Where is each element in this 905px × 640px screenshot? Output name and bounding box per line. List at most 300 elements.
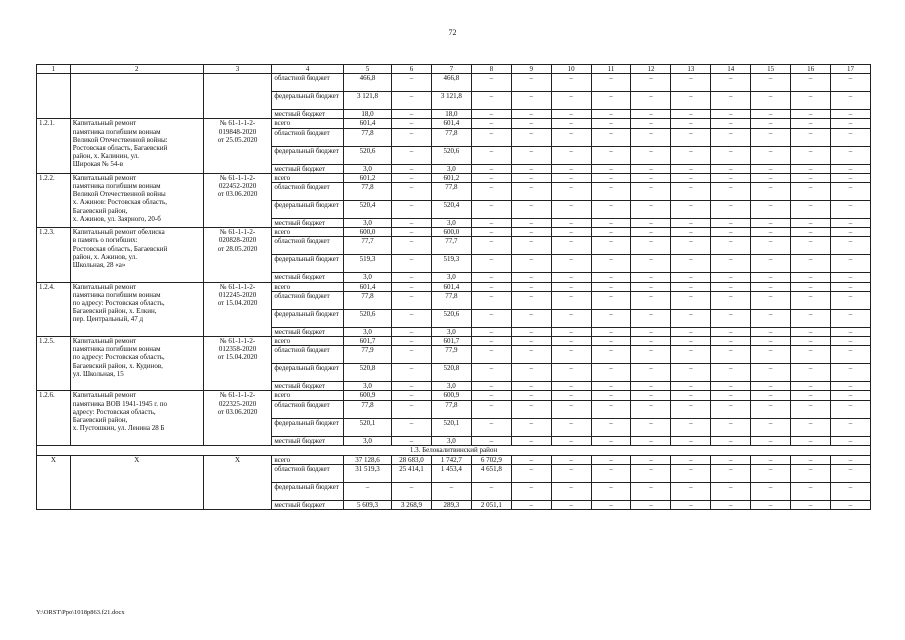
amount-cell: – — [471, 173, 511, 182]
column-number: 3 — [203, 65, 272, 74]
amount-cell: – — [511, 119, 551, 128]
amount-cell: – — [831, 400, 871, 418]
column-number: 12 — [631, 65, 671, 74]
amount-cell: – — [671, 183, 711, 201]
amount-cell: – — [791, 128, 831, 146]
amount-cell: – — [591, 255, 631, 273]
amount-cell: – — [791, 92, 831, 110]
item-description: Капитальный ремонт памятника ВОВ 1941-1945 г. по адресу: Ростовская область, Багаевский район, х. Пустошкин, ул. Ленина 28 Б — [70, 391, 203, 445]
column-number: 1 — [37, 65, 71, 74]
column-number: 4 — [272, 65, 344, 74]
amount-cell: – — [791, 455, 831, 464]
amount-cell: – — [511, 219, 551, 228]
amount-cell: – — [791, 119, 831, 128]
amount-cell: – — [791, 183, 831, 201]
amount-cell: – — [711, 255, 751, 273]
amount-cell: – — [711, 173, 751, 182]
amount-cell: – — [711, 291, 751, 309]
amount-cell: – — [671, 74, 711, 92]
amount-cell: – — [671, 128, 711, 146]
amount-cell: 77,7 — [431, 237, 471, 255]
amount-cell: 601,4 — [431, 282, 471, 291]
amount-cell: 520,8 — [343, 364, 391, 382]
amount-cell: – — [671, 219, 711, 228]
continued-description-cell — [70, 74, 203, 119]
amount-cell: – — [392, 110, 432, 119]
amount-cell: 520,6 — [343, 146, 391, 164]
amount-cell: – — [671, 391, 711, 400]
amount-cell: 77,8 — [343, 400, 391, 418]
item-number: 1.2.2. — [37, 173, 71, 227]
amount-cell: – — [392, 183, 432, 201]
amount-cell: – — [831, 183, 871, 201]
amount-cell: – — [711, 418, 751, 436]
amount-cell: – — [671, 228, 711, 237]
amount-cell: – — [711, 436, 751, 445]
amount-cell: – — [631, 173, 671, 182]
amount-cell: – — [791, 74, 831, 92]
amount-cell: – — [711, 228, 751, 237]
amount-cell: – — [471, 346, 511, 364]
amount-cell: – — [631, 483, 671, 501]
amount-cell: – — [751, 110, 791, 119]
amount-cell: – — [591, 382, 631, 391]
amount-cell: 601,2 — [431, 173, 471, 182]
amount-cell: – — [671, 327, 711, 336]
amount-cell: – — [791, 146, 831, 164]
amount-cell: – — [711, 501, 751, 510]
column-number: 2 — [70, 65, 203, 74]
funding-source: всего — [272, 119, 344, 128]
amount-cell: 601,4 — [343, 119, 391, 128]
amount-cell: – — [631, 219, 671, 228]
amount-cell: – — [711, 183, 751, 201]
amount-cell: 3,0 — [343, 219, 391, 228]
amount-cell: – — [831, 346, 871, 364]
amount-cell: 600,0 — [343, 228, 391, 237]
amount-cell: – — [631, 391, 671, 400]
item-document-number: № 61-1-1-2- 012245-2020 от 15.04.2020 — [203, 282, 272, 336]
item-number: 1.2.6. — [37, 391, 71, 445]
amount-cell: – — [791, 483, 831, 501]
amount-cell: – — [551, 201, 591, 219]
item-document-number: № 61-1-1-2- 019848-2020 от 25.05.2020 — [203, 119, 272, 173]
amount-cell: – — [711, 128, 751, 146]
table-row — [37, 337, 871, 346]
amount-cell: – — [711, 382, 751, 391]
amount-cell: 6 702,9 — [471, 455, 511, 464]
amount-cell: – — [551, 273, 591, 282]
funding-source: областной бюджет — [272, 183, 344, 201]
amount-cell: 3,0 — [343, 436, 391, 445]
amount-cell: – — [791, 273, 831, 282]
amount-cell: – — [511, 255, 551, 273]
amount-cell: – — [631, 337, 671, 346]
amount-cell: – — [791, 282, 831, 291]
amount-cell: – — [591, 146, 631, 164]
amount-cell: – — [711, 146, 751, 164]
amount-cell: 77,7 — [343, 237, 391, 255]
amount-cell: – — [751, 228, 791, 237]
item-document-number: № 61-1-1-2- 022325-2020 от 03.06.2020 — [203, 391, 272, 445]
amount-cell: 3,0 — [431, 382, 471, 391]
amount-cell: – — [551, 346, 591, 364]
amount-cell: 77,9 — [431, 346, 471, 364]
amount-cell: – — [751, 74, 791, 92]
funding-source: федеральный бюджет — [272, 92, 344, 110]
amount-cell: – — [631, 282, 671, 291]
amount-cell: – — [471, 183, 511, 201]
amount-cell: 18,0 — [431, 110, 471, 119]
amount-cell: – — [751, 255, 791, 273]
amount-cell: – — [471, 255, 511, 273]
amount-cell: 3,0 — [431, 273, 471, 282]
amount-cell: – — [471, 282, 511, 291]
item-number: 1.2.3. — [37, 228, 71, 282]
column-number: 11 — [591, 65, 631, 74]
amount-cell: – — [392, 74, 432, 92]
amount-cell: – — [831, 364, 871, 382]
amount-cell: – — [392, 391, 432, 400]
amount-cell: – — [551, 382, 591, 391]
amount-cell: – — [471, 128, 511, 146]
amount-cell: – — [791, 364, 831, 382]
amount-cell: 601,4 — [431, 119, 471, 128]
amount-cell: – — [392, 346, 432, 364]
amount-cell: – — [551, 309, 591, 327]
amount-cell: – — [591, 291, 631, 309]
amount-cell: – — [551, 164, 591, 173]
amount-cell: – — [831, 337, 871, 346]
amount-cell: – — [631, 146, 671, 164]
amount-cell: – — [751, 400, 791, 418]
continued-number-cell — [37, 74, 71, 119]
amount-cell: 3,0 — [343, 164, 391, 173]
amount-cell: 3,0 — [431, 327, 471, 336]
amount-cell: – — [711, 327, 751, 336]
amount-cell: – — [471, 273, 511, 282]
amount-cell: 3,0 — [431, 164, 471, 173]
column-number: 10 — [551, 65, 591, 74]
amount-cell: – — [671, 501, 711, 510]
funding-source: областной бюджет — [272, 346, 344, 364]
amount-cell: – — [511, 436, 551, 445]
column-number: 13 — [671, 65, 711, 74]
amount-cell: – — [671, 418, 711, 436]
amount-cell: – — [791, 327, 831, 336]
amount-cell: – — [471, 391, 511, 400]
amount-cell: – — [831, 237, 871, 255]
amount-cell: 600,0 — [431, 228, 471, 237]
amount-cell: – — [831, 110, 871, 119]
amount-cell: – — [511, 346, 551, 364]
amount-cell: – — [711, 364, 751, 382]
amount-cell: – — [671, 164, 711, 173]
amount-cell: – — [631, 346, 671, 364]
amount-cell: – — [831, 173, 871, 182]
amount-cell: – — [392, 146, 432, 164]
amount-cell: 519,3 — [343, 255, 391, 273]
amount-cell: – — [671, 455, 711, 464]
amount-cell: – — [791, 237, 831, 255]
amount-cell: – — [671, 92, 711, 110]
amount-cell: – — [392, 119, 432, 128]
column-number-header — [37, 65, 871, 74]
amount-cell: – — [831, 465, 871, 483]
column-number: 6 — [392, 65, 432, 74]
amount-cell: – — [751, 391, 791, 400]
amount-cell: – — [751, 273, 791, 282]
funding-source: областной бюджет — [272, 400, 344, 418]
amount-cell: – — [711, 119, 751, 128]
amount-cell: – — [471, 400, 511, 418]
item-number: 1.2.1. — [37, 119, 71, 173]
amount-cell: – — [631, 364, 671, 382]
amount-cell: – — [711, 74, 751, 92]
amount-cell: – — [751, 291, 791, 309]
amount-cell: – — [831, 146, 871, 164]
amount-cell: – — [791, 501, 831, 510]
amount-cell: – — [471, 119, 511, 128]
amount-cell: – — [392, 273, 432, 282]
amount-cell: 3,0 — [343, 382, 391, 391]
amount-cell: – — [591, 309, 631, 327]
amount-cell: – — [392, 291, 432, 309]
amount-cell: 519,3 — [431, 255, 471, 273]
section-title: 1.3. Белокалитвинский район — [37, 445, 871, 455]
amount-cell: – — [791, 219, 831, 228]
amount-cell: – — [711, 273, 751, 282]
amount-cell: 1 742,7 — [431, 455, 471, 464]
amount-cell: – — [671, 201, 711, 219]
funding-source: местный бюджет — [272, 219, 344, 228]
amount-cell: – — [791, 309, 831, 327]
amount-cell: – — [471, 337, 511, 346]
funding-source: всего — [272, 228, 344, 237]
amount-cell: – — [671, 146, 711, 164]
amount-cell: – — [631, 418, 671, 436]
budget-table — [36, 64, 871, 510]
column-number: 7 — [431, 65, 471, 74]
amount-cell: – — [392, 201, 432, 219]
item-document-number: № 61-1-1-2- 012358-2020 от 15.04.2020 — [203, 337, 272, 391]
table-body — [37, 65, 871, 510]
amount-cell: – — [551, 282, 591, 291]
item-number: 1.2.5. — [37, 337, 71, 391]
amount-cell: – — [671, 282, 711, 291]
amount-cell: 3,0 — [431, 436, 471, 445]
amount-cell: – — [511, 309, 551, 327]
amount-cell: – — [671, 237, 711, 255]
amount-cell: – — [831, 309, 871, 327]
amount-cell: 2 051,1 — [471, 501, 511, 510]
amount-cell: – — [791, 110, 831, 119]
amount-cell: – — [551, 465, 591, 483]
amount-cell: – — [511, 327, 551, 336]
amount-cell: – — [831, 455, 871, 464]
amount-cell: – — [471, 110, 511, 119]
amount-cell: – — [671, 291, 711, 309]
amount-cell: – — [511, 92, 551, 110]
amount-cell: – — [831, 164, 871, 173]
table-row — [37, 228, 871, 237]
amount-cell: – — [551, 483, 591, 501]
amount-cell: – — [551, 436, 591, 445]
amount-cell: – — [631, 237, 671, 255]
amount-cell: – — [591, 400, 631, 418]
amount-cell: – — [631, 228, 671, 237]
amount-cell: – — [591, 228, 631, 237]
amount-cell: – — [791, 418, 831, 436]
amount-cell: – — [471, 237, 511, 255]
amount-cell: – — [751, 327, 791, 336]
amount-cell: – — [711, 465, 751, 483]
item-description: Капитальный ремонт обелиска в память о погибших: Ростовская область, Багаевский район, х. Ажинов, ул. Школьная, 28 «а» — [70, 228, 203, 282]
amount-cell: 600,9 — [343, 391, 391, 400]
amount-cell: 601,7 — [431, 337, 471, 346]
amount-cell: – — [551, 128, 591, 146]
item-number: 1.2.4. — [37, 282, 71, 336]
section-document-number: Х — [203, 455, 272, 509]
amount-cell: – — [831, 74, 871, 92]
funding-source: всего — [272, 337, 344, 346]
amount-cell: 77,8 — [431, 291, 471, 309]
amount-cell: – — [591, 74, 631, 92]
amount-cell: – — [471, 219, 511, 228]
amount-cell: – — [511, 237, 551, 255]
amount-cell: 77,8 — [343, 128, 391, 146]
amount-cell: – — [631, 327, 671, 336]
amount-cell: 520,4 — [343, 201, 391, 219]
amount-cell: – — [671, 337, 711, 346]
amount-cell: – — [831, 391, 871, 400]
amount-cell: – — [551, 501, 591, 510]
amount-cell: – — [631, 201, 671, 219]
amount-cell: – — [711, 201, 751, 219]
amount-cell: – — [471, 436, 511, 445]
funding-source: федеральный бюджет — [272, 201, 344, 219]
amount-cell: – — [711, 455, 751, 464]
amount-cell: – — [511, 183, 551, 201]
page-number: 72 — [448, 28, 457, 37]
amount-cell: – — [511, 382, 551, 391]
funding-source: областной бюджет — [272, 237, 344, 255]
funding-source: местный бюджет — [272, 164, 344, 173]
amount-cell: – — [791, 173, 831, 182]
amount-cell: – — [511, 201, 551, 219]
amount-cell: – — [711, 164, 751, 173]
section-header-row — [37, 445, 871, 455]
amount-cell: – — [791, 337, 831, 346]
amount-cell: – — [591, 364, 631, 382]
amount-cell: – — [551, 237, 591, 255]
amount-cell: – — [551, 110, 591, 119]
funding-source: всего — [272, 173, 344, 182]
funding-source: местный бюджет — [272, 110, 344, 119]
amount-cell: – — [831, 219, 871, 228]
amount-cell: – — [591, 183, 631, 201]
table-row — [37, 282, 871, 291]
amount-cell: – — [511, 364, 551, 382]
column-number: 9 — [511, 65, 551, 74]
amount-cell: – — [711, 219, 751, 228]
amount-cell: – — [392, 128, 432, 146]
item-description: Капитальный ремонт памятника погибшим воинам Великой Отечественной войны: Ростовская область, Багаевский район, х. Калинин, ул. Широкая № 54-в — [70, 119, 203, 173]
amount-cell: – — [591, 418, 631, 436]
amount-cell: – — [511, 173, 551, 182]
column-number: 8 — [471, 65, 511, 74]
funding-source: местный бюджет — [272, 501, 344, 510]
funding-source: местный бюджет — [272, 382, 344, 391]
amount-cell: – — [831, 483, 871, 501]
amount-cell: – — [791, 382, 831, 391]
column-number: 5 — [343, 65, 391, 74]
amount-cell: – — [392, 382, 432, 391]
amount-cell: – — [631, 92, 671, 110]
amount-cell: – — [631, 128, 671, 146]
amount-cell: – — [751, 219, 791, 228]
amount-cell: – — [831, 92, 871, 110]
amount-cell: – — [551, 119, 591, 128]
amount-cell: – — [831, 273, 871, 282]
amount-cell: – — [631, 164, 671, 173]
amount-cell: 3,0 — [343, 327, 391, 336]
funding-source: федеральный бюджет — [272, 309, 344, 327]
amount-cell: – — [511, 337, 551, 346]
amount-cell: – — [591, 173, 631, 182]
amount-cell: – — [392, 364, 432, 382]
amount-cell: – — [751, 418, 791, 436]
amount-cell: – — [671, 110, 711, 119]
amount-cell: – — [591, 501, 631, 510]
funding-source: областной бюджет — [272, 74, 344, 92]
funding-source: федеральный бюджет — [272, 364, 344, 382]
amount-cell: – — [511, 164, 551, 173]
amount-cell: – — [751, 183, 791, 201]
amount-cell: 466,8 — [431, 74, 471, 92]
funding-source: местный бюджет — [272, 327, 344, 336]
amount-cell: – — [631, 309, 671, 327]
amount-cell: – — [511, 455, 551, 464]
amount-cell: – — [751, 201, 791, 219]
amount-cell: – — [751, 364, 791, 382]
amount-cell: – — [631, 273, 671, 282]
amount-cell: – — [511, 465, 551, 483]
amount-cell: – — [671, 436, 711, 445]
amount-cell: – — [751, 119, 791, 128]
amount-cell: – — [831, 436, 871, 445]
amount-cell: – — [831, 228, 871, 237]
amount-cell: 25 414,1 — [392, 465, 432, 483]
amount-cell: – — [631, 74, 671, 92]
amount-cell: 520,4 — [431, 201, 471, 219]
amount-cell: – — [591, 346, 631, 364]
amount-cell: – — [791, 291, 831, 309]
amount-cell: – — [471, 382, 511, 391]
amount-cell: – — [551, 219, 591, 228]
amount-cell: 5 609,3 — [343, 501, 391, 510]
amount-cell: – — [392, 228, 432, 237]
funding-source: областной бюджет — [272, 128, 344, 146]
amount-cell: 77,8 — [343, 183, 391, 201]
amount-cell: 3 268,9 — [392, 501, 432, 510]
amount-cell: – — [591, 219, 631, 228]
amount-cell: – — [471, 309, 511, 327]
amount-cell: – — [591, 237, 631, 255]
amount-cell: – — [591, 128, 631, 146]
amount-cell: – — [343, 483, 391, 501]
amount-cell: – — [631, 291, 671, 309]
